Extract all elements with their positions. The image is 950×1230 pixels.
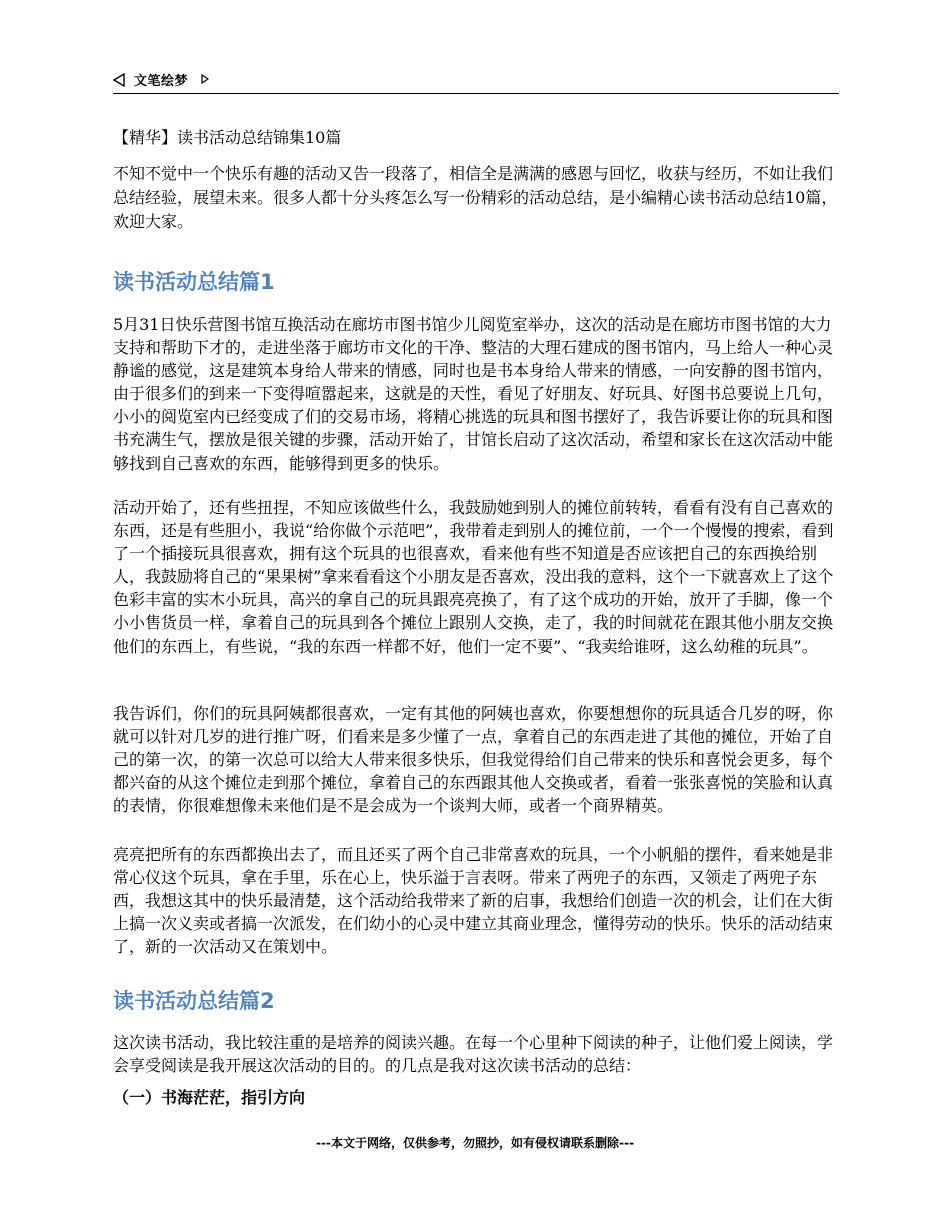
triangle-left-icon	[113, 73, 125, 87]
body-paragraph: 我告诉们，你们的玩具阿姨都很喜欢，一定有其他的阿姨也喜欢，你要想想你的玩具适合几岁的呀，你就可以针对几岁的进行推广呀，们看来是多少懂了一点，拿着自己的东西走进了其他的摊位，开始了自己的第一次，的第一次总可以给大人带来很多快乐，但我觉得给们自己带来的快乐和喜悦会更多，每个都兴奋的从这个摊位走到那个摊位，拿着自己的东西跟其他人交换或者，看着一张张喜悦的笑脸和认真的表情，你很难想像未来他们是不是会成为一个谈判大师，或者一个商界精英。	[113, 704, 834, 816]
body-paragraph: 这次读书活动，我比较注重的是培养的阅读兴趣。在每一个心里种下阅读的种子，让他们爱上阅读，学会享受阅读是我开展这次活动的目的。的几点是我对这次读书活动的总结：	[113, 1033, 834, 1076]
triangle-right-icon	[201, 74, 209, 84]
page-header	[113, 66, 839, 94]
section-heading: 读书活动总结篇2	[113, 989, 275, 1013]
intro-paragraph: 不知不觉中一个快乐有趣的活动又告一段落了，相信全是满满的感恩与回忆，收获与经历，不如让我们总结经验，展望未来。很多人都十分头疼怎么写一份精彩的活动总结，是小编精心读书活动总结10篇，欢迎大家。	[113, 164, 838, 231]
body-paragraph: 亮亮把所有的东西都换出去了，而且还买了两个自己非常喜欢的玩具，一个小帆船的摆件，看来她是非常心仪这个玩具，拿在手里，乐在心上，快乐溢于言表呀。带来了两兜子的东西，又领走了两兜子东西，我想这其中的快乐最清楚，这个活动给我带来了新的启事，我想给们创造一次的机会，让们在大街上搞一次义卖或者搞一次派发，在们幼小的心灵中建立其商业理念，懂得劳动的快乐。快乐的活动结束了，新的一次活动又在策划中。	[113, 845, 834, 957]
document-title: 【精华】读书活动总结锦集10篇	[113, 128, 342, 147]
header-brand: 文笔绘梦	[134, 74, 189, 89]
subsection-heading: （一）书海茫茫，指引方向	[113, 1088, 306, 1107]
page-footer: ---本文于网络，仅供参考，勿照抄，如有侵权请联系删除---	[316, 1136, 634, 1150]
body-paragraph: 5月31日快乐营图书馆互换活动在廊坊市图书馆少儿阅览室举办，这次的活动是在廊坊市图书馆的大力支持和帮助下才的，走进坐落于廊坊市文化的干净、整洁的大理石建成的图书馆内，马上给人一种心灵静谧的感觉，这是建筑本身给人带来的情感，同时也是书本身给人带来的情感，一向安静的图书馆内，由于很多们的到来一下变得喧嚣起来，这就是的天性，看见了好朋友、好玩具、好图书总要说上几句，小小的阅览室内已经变成了们的交易市场，将精心挑选的玩具和图书摆好了，我告诉要让你的玩具和图书充满生气，摆放是很关键的步骤，活动开始了，甘馆长启动了这次活动，希望和家长在这次活动中能够找到自己喜欢的东西，能够得到更多的快乐。	[113, 315, 834, 473]
body-paragraph: 活动开始了，还有些扭捏，不知应该做些什么，我鼓励她到别人的摊位前转转，看看有没有自己喜欢的东西，还是有些胆小，我说“给你做个示范吧”，我带着走到别人的摊位前，一个一个慢慢的搜索，看到了一个插接玩具很喜欢，拥有这个玩具的也很喜欢，看来他有些不知道是否应该把自己的东西换给别人，我鼓励将自己的“果果树”拿来看看这个小朋友是否喜欢，没出我的意料，这个一下就喜欢上了这个色彩丰富的实木小玩具，高兴的拿自己的玩具跟亮亮换了，有了这个成功的开始，放开了手脚，像一个小小售货员一样，拿着自己的玩具到各个摊位上跟别人交换，走了，我的时间就花在跟其他小朋友交换他们的东西上，有些说，“我的东西一样都不好，他们一定不要”、“我卖给谁呀，这么幼稚的玩具”。	[113, 498, 834, 656]
section-heading: 读书活动总结篇1	[113, 270, 275, 294]
